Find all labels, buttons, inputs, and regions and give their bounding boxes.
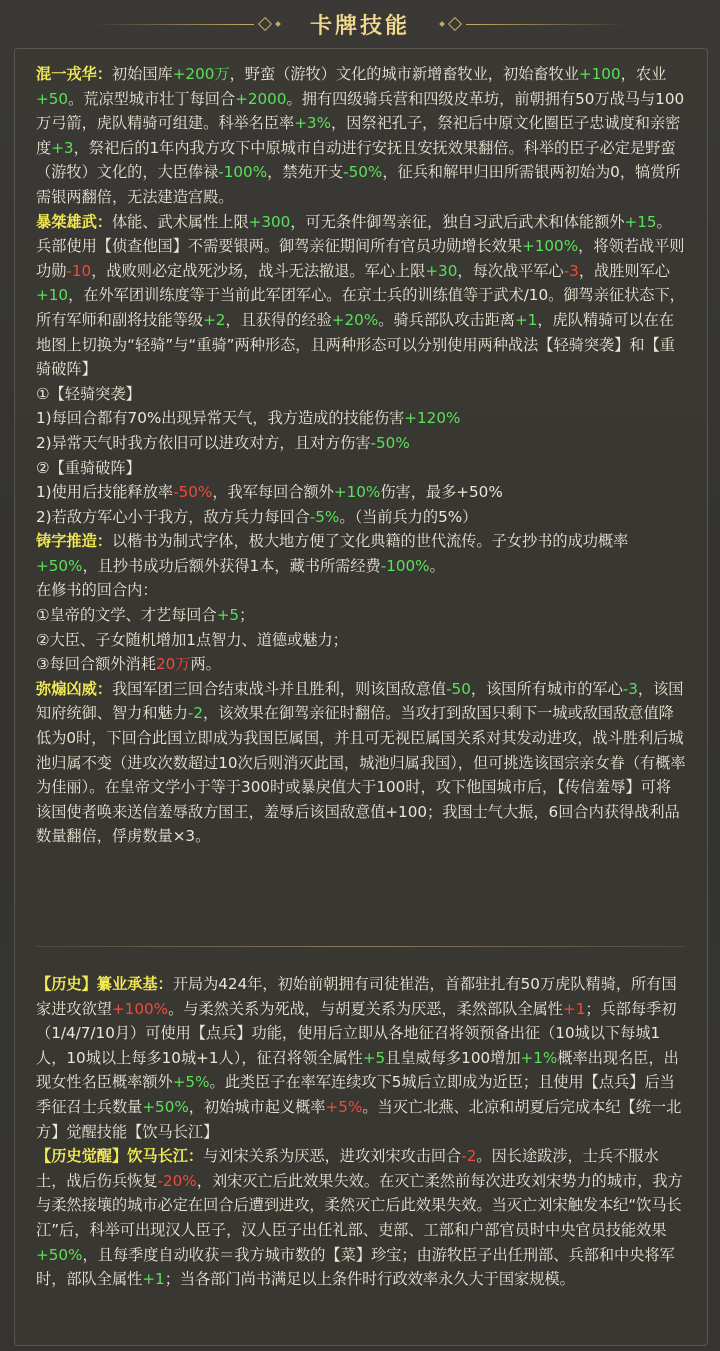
skill-text: 。因长途跋涉，士兵不服水土，战后伤兵恢复 <box>36 1147 659 1190</box>
positive-value: -2 <box>187 704 204 723</box>
positive-value: +50% <box>36 1245 83 1264</box>
positive-value: +300 <box>248 212 291 231</box>
skill-sub-line <box>36 505 686 530</box>
skill-text: ，且获得的经验 <box>225 310 332 329</box>
skill-sub-line <box>36 406 686 431</box>
title-ornament-left <box>94 19 280 29</box>
skill-text: ，祭祀后的1年内我方攻下中原城市自动进行安抚且安抚效果翻倍。科举的臣子必定是野蛮（游牧）文化的，大臣俸禄 <box>36 138 676 182</box>
skill-name: 暴桀雄武： <box>36 212 112 231</box>
skill-name: 【历史觉醒】饮马长江： <box>36 1147 204 1166</box>
negative-value: -10 <box>66 261 92 280</box>
skill-name: 铸字推造： <box>36 532 112 551</box>
positive-value: +10 <box>36 286 69 305</box>
positive-value: +5 <box>362 1048 386 1067</box>
title-ornament-right <box>440 19 626 29</box>
card-skill-1 <box>36 62 686 210</box>
skill-text: ； <box>239 606 255 625</box>
skill-name: 【历史】纂业承基： <box>36 975 173 993</box>
negative-value: -20% <box>157 1171 197 1190</box>
positive-value: +50% <box>36 556 83 575</box>
positive-value: +10% <box>333 483 381 502</box>
skill-text: 概率出现名臣，出现女性名臣概率额外 <box>36 1048 679 1092</box>
skill-text: 。骑兵部队攻击距离 <box>378 310 515 329</box>
positive-value: +1 <box>142 1270 165 1289</box>
skill-text: ，我军每回合额外 <box>212 483 334 502</box>
negative-value: -50% <box>173 483 213 502</box>
skill-text: ，将领若战平则功勋 <box>36 237 685 280</box>
skill-text: 且皇威每多100增加 <box>385 1048 521 1067</box>
skill-text: 以楷书为制式字体，极大地方便了文化典籍的世代流传。子女抄书的成功概率 <box>111 532 629 551</box>
skill-text: 。兵部使用【侦查他国】不需要银两。御驾亲征期间所有官员功勋增长效果 <box>36 212 672 256</box>
skill-text: 。当灭亡北燕、北凉和胡夏后完成本纪【统一北方】觉醒技能【饮马长江】 <box>36 1097 682 1141</box>
skill-text: ①皇帝的文学、才艺每回合 <box>36 606 217 625</box>
positive-value: -50% <box>343 163 383 182</box>
skill-text: ③每回合额外消耗 <box>36 655 156 674</box>
skill-text: ②【重骑破阵】 <box>36 458 141 477</box>
skill-text: 。拥有四级骑兵营和四级皮革坊，前朝拥有50万战马与100万弓箭，虎队精骑可组建。科举名臣率 <box>36 89 685 133</box>
skill-text: ①【轻骑突袭】 <box>36 384 141 403</box>
skill-text: 我国军团三回合结束战斗并且胜利，则该国敌意值 <box>111 679 447 698</box>
skill-text: 在修书的回合内： <box>36 581 158 600</box>
skill-text: ，该效果在御驾亲征时翻倍。当攻打到敌国只剩下一城或敌国敌意值降低为0时，下回合此国立即成为我国臣属国，并且可无视臣属国关系对其发动进攻，战斗胜利后城池归属不变（进攻次数超过10次后则消灭此国，城池归属我国），但可挑选该国宗亲女眷（有概率为佳丽）。在皇帝文学小于等于300时或暴戾值大于100时，攻下他国城市后，【传信羞辱】可将该国使者唤来送信羞辱敌方国王，羞辱后该国敌意值+100；我国士气大振，6回合内获得战利品数量翻倍，俘虏数量×3。 <box>36 704 686 846</box>
history-skill-2 <box>36 1144 686 1292</box>
positive-value: +30 <box>425 261 458 280</box>
skill-text: 。荒凉型城市壮丁每回合 <box>68 89 236 108</box>
skill-text: 2)异常天气时我方依旧可以进攻对方，且对方伤害 <box>36 433 371 452</box>
skill-text: ；当各部门尚书满足以上条件时行政效率永久大于国家规模。 <box>164 1270 575 1289</box>
skill-text: ，初始城市起义概率 <box>188 1097 326 1116</box>
positive-value: -100% <box>218 163 268 182</box>
skill-text: 2)若敌方军心小于我方，敌方兵力每回合 <box>36 507 310 526</box>
skill-text: ，农业 <box>620 65 667 83</box>
positive-value: +1 <box>514 310 538 329</box>
positive-value: +100% <box>522 237 579 256</box>
positive-value: +100 <box>578 65 621 83</box>
skill-text: 1)每回合都有70%出现异常天气，我方造成的技能伤害 <box>36 409 405 428</box>
skill-text: ，野蛮（游牧）文化的城市新增畜牧业，初始畜牧业 <box>229 65 579 83</box>
skill-text: ，该国知府统御、智力和魅力 <box>36 679 684 723</box>
positive-value: +200万 <box>172 65 230 83</box>
positive-value: -50 <box>446 679 471 698</box>
skill-name: 弥煽凶威： <box>36 679 112 698</box>
skill-text: 两。 <box>190 655 221 674</box>
positive-value: -50% <box>370 433 410 452</box>
skill-text: 初始国库 <box>111 65 173 83</box>
skill-text: ，在外军团训练度等于当前此军团军心。在京士兵的训练值等于武术/10。御驾亲征状态下，所有军师和副将技能等级 <box>36 286 685 329</box>
skill-text: ；兵部每季初（1/4/7/10月）可使用【点兵】功能，使用后立即从各地征召将领预备出征（10城以下每城1人，10城以上每多10城+1人），征召将领全属性 <box>36 999 677 1067</box>
skill-text: ，禁苑开支 <box>267 163 344 182</box>
skill-text: 伤害，最多+50% <box>380 483 503 502</box>
skill-text: 开局为424年，初始前朝拥有司徒崔浩，首都驻扎有50万虎队精骑，所有国家进攻欲望 <box>36 975 677 1018</box>
positive-value: +3% <box>294 114 332 133</box>
page-title: 卡牌技能 <box>309 13 410 39</box>
skill-text: 。此类臣子在率军连续攻下5城后立即成为近臣；且使用【点兵】后当季征召士兵数量 <box>36 1073 675 1116</box>
divider <box>36 946 686 947</box>
skill-name: 混一戎华： <box>36 65 112 83</box>
card-skill-3 <box>36 529 686 578</box>
skill-sub-line <box>36 603 686 628</box>
skill-text: ，该国所有城市的军心 <box>470 679 623 698</box>
negative-value: +5% <box>325 1097 363 1116</box>
skill-sub-line <box>36 382 686 407</box>
negative-value: -3 <box>563 261 579 280</box>
negative-value: +1 <box>562 999 586 1018</box>
skill-text: 与刘宋关系为厌恶，进攻刘宋攻击回合 <box>203 1147 462 1166</box>
history-skill-list <box>36 972 686 1292</box>
skill-sub-line <box>36 578 686 603</box>
positive-value: +3 <box>51 138 74 157</box>
card-skill-2 <box>36 210 686 382</box>
negative-value: 20万 <box>155 655 191 674</box>
positive-value: +50% <box>142 1097 189 1116</box>
skill-sub-line <box>36 652 686 677</box>
skill-text: ，每次战平军心 <box>457 261 564 280</box>
skill-text: 。（当前兵力的5%） <box>339 507 478 526</box>
history-skill-1 <box>36 972 686 1144</box>
skill-text: ，战胜则军心 <box>578 261 670 280</box>
positive-value: -5% <box>309 507 340 526</box>
skill-text: 。 <box>429 556 445 575</box>
card-skill-4 <box>36 677 686 849</box>
positive-value: +120% <box>404 409 461 428</box>
title-bar <box>0 0 720 48</box>
positive-value: +20% <box>331 310 379 329</box>
skill-text: ，因祭祀孔子，祭祀后中原文化圈臣子忠诚度和亲密度 <box>36 114 681 157</box>
skill-text: 。与柔然关系为死战，与胡夏关系为厌恶，柔然部队全属性 <box>168 999 563 1018</box>
skill-sub-line <box>36 431 686 456</box>
skill-text: 体能、武术属性上限 <box>111 212 249 231</box>
positive-value: +2000 <box>235 89 287 108</box>
skill-text: ，征兵和解甲归田所需银两初始为0，犒赏所需银两翻倍，无法建造宫殿。 <box>36 163 681 206</box>
skill-text: ，战败则必定战死沙场，战斗无法撤退。军心上限 <box>91 261 426 280</box>
positive-value: +50 <box>36 89 69 108</box>
skill-text: ，刘宋灭亡后此效果失效。在灭亡柔然前每次进攻刘宋势力的城市，我方与柔然接壤的城市必定在回合后遭到进攻，柔然灭亡后此效果失效。当灭亡刘宋触发本纪“饮马长江”后，科举可出现汉人臣子，汉人臣子出任礼部、吏部、工部和户部官员时中央官员技能效果 <box>36 1171 683 1239</box>
positive-value: +5% <box>172 1073 210 1092</box>
positive-value: +2 <box>203 310 226 329</box>
skill-list <box>36 62 686 849</box>
positive-value: +5 <box>216 606 240 625</box>
skill-sub-line <box>36 628 686 653</box>
skill-text: ，且每季度自动收获＝我方城市数的【菜】珍宝；由游牧臣子出任刑部、兵部和中央将军时，部队全属性 <box>36 1245 675 1289</box>
negative-value: +100% <box>111 999 169 1018</box>
skill-text: ，可无条件御驾亲征，独自习武后武术和体能额外 <box>290 212 625 231</box>
positive-value: -100% <box>380 556 430 575</box>
negative-value: -2 <box>461 1147 477 1166</box>
positive-value: +1% <box>520 1048 558 1067</box>
positive-value: -3 <box>622 679 638 698</box>
skill-text: 1)使用后技能释放率 <box>36 483 174 502</box>
skill-text: ，虎队精骑可以在在地图上切换为“轻骑”与“重骑”两种形态，且两种形态可以分别使用两种战法【轻骑突袭】和【重骑破阵】 <box>36 310 675 379</box>
skill-text: ②大臣、子女随机增加1点智力、道德或魅力； <box>36 630 348 649</box>
skill-sub-line <box>36 480 686 505</box>
positive-value: +15 <box>624 212 657 231</box>
skill-text: ，且抄书成功后额外获得1本，藏书所需经费 <box>82 556 381 575</box>
skill-sub-line <box>36 456 686 481</box>
